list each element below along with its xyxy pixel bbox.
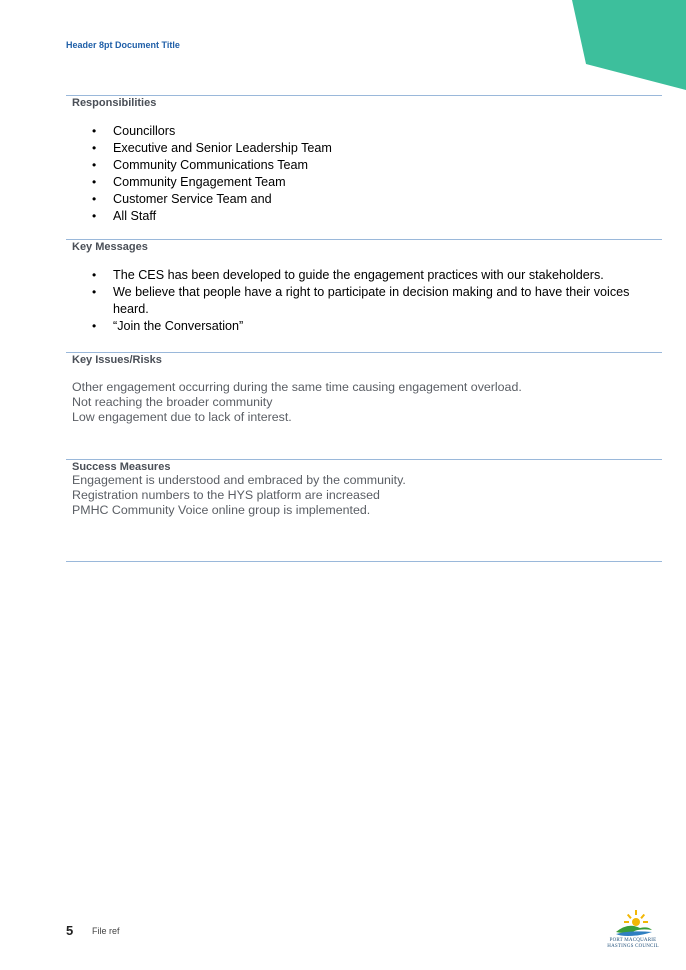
bullet-icon: • xyxy=(92,158,97,172)
bullet-icon: • xyxy=(92,268,97,282)
responsibilities-section xyxy=(66,95,662,225)
key-issues-text xyxy=(66,380,662,425)
document-title: Header 8pt Document Title xyxy=(66,40,180,50)
key-messages-section xyxy=(66,239,662,335)
responsibilities-heading: Responsibilities xyxy=(72,97,157,109)
key-messages-list xyxy=(66,267,662,335)
bullet-icon: • xyxy=(92,209,97,223)
success-measures-text xyxy=(66,473,662,518)
corner-decoration xyxy=(566,0,686,92)
bullet-icon: • xyxy=(92,124,97,138)
bullet-icon: • xyxy=(92,285,97,299)
issue-line: Other engagement occurring during the same time causing engagement overload. xyxy=(72,380,522,394)
council-logo-text: PORT MACQUARIE HASTINGS COUNCIL xyxy=(607,938,659,949)
list-item: • Councillors xyxy=(92,124,176,138)
bullet-icon: • xyxy=(92,192,97,206)
list-item: • Executive and Senior Leadership Team xyxy=(92,141,332,155)
list-item: • The CES has been developed to guide the engagement practices with our stakeholders. xyxy=(92,268,604,282)
measure-line: Engagement is understood and embraced by the community. xyxy=(72,473,406,487)
measure-line: PMHC Community Voice online group is implemented. xyxy=(72,503,371,517)
bullet-icon: • xyxy=(92,175,97,189)
issue-line: Low engagement due to lack of interest. xyxy=(72,410,292,424)
page-number: 5 xyxy=(66,923,74,938)
bullet-icon: • xyxy=(92,319,97,333)
key-issues-section xyxy=(66,352,662,425)
list-item: • All Staff xyxy=(92,209,157,223)
list-item: • Community Communications Team xyxy=(92,158,309,172)
measure-line: Registration numbers to the HYS platform are increased xyxy=(72,488,380,502)
key-messages-heading: Key Messages xyxy=(72,241,148,253)
list-item: • Customer Service Team and xyxy=(92,192,272,206)
closing-divider xyxy=(66,561,662,562)
list-item: • “Join the Conversation” xyxy=(92,319,244,333)
list-item: • Community Engagement Team xyxy=(92,175,286,189)
file-ref: File ref xyxy=(92,926,120,936)
list-item: • We believe that people have a right to participate in decision making and to have their voices heard. xyxy=(92,285,630,316)
responsibilities-list xyxy=(66,123,662,225)
issue-line: Not reaching the broader community xyxy=(72,395,273,409)
bullet-icon: • xyxy=(92,141,97,155)
key-issues-heading: Key Issues/Risks xyxy=(72,354,162,366)
success-measures-heading: Success Measures xyxy=(72,461,171,473)
success-measures-section xyxy=(66,459,662,518)
